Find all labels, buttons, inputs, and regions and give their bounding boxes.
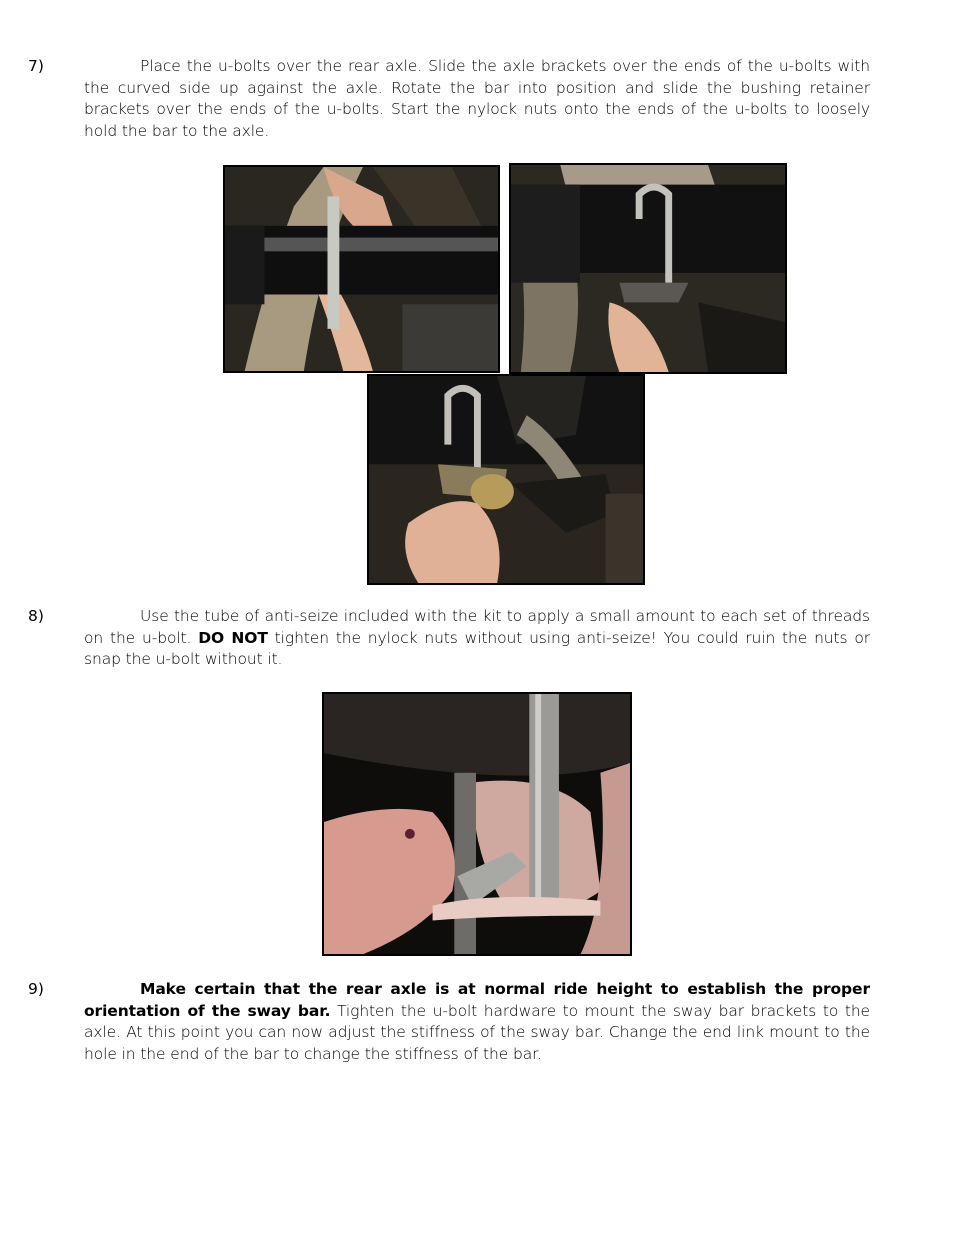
photo-ubolt-over-axle [223, 165, 500, 373]
photo-nuts-on-ubolts [367, 374, 645, 585]
photo-bracket-over-ubolt-image [511, 165, 785, 372]
step-number: 8) [28, 607, 44, 625]
photo-ubolt-over-axle-image [225, 167, 498, 371]
step-text: Place the u-bolts over the rear axle. Slide the axle brackets over the ends of the u-bolts with the curved side up against the axle. Rotate the bar into position and slide the bushing retainer brackets over the ends of the u-bolts. Start the nylock nuts onto the ends of the u-bolts to loosely hold the bar to the axle. [84, 57, 870, 140]
step-text [84, 979, 870, 1065]
photo-anti-seize-application [322, 692, 632, 956]
step-text-after: Tighten the u-bolt hardware to mount the sway bar brackets to the axle. At this point you can now adjust the stiffness of the sway bar. Change the end link mount to the hole in the end of the bar to change the stiffness of the bar. [84, 1001, 870, 1063]
step-number: 9) [28, 980, 44, 998]
step-text-after: tighten the nylock nuts without using anti-seize! You could ruin the nuts or snap the u-bolt without it. [84, 628, 870, 668]
photo-bracket-over-ubolt [509, 163, 787, 374]
step-emphasis: Make certain that the rear axle is at normal ride height to establish the proper orientation of the sway bar. [84, 980, 870, 1020]
photo-anti-seize-application-image [324, 694, 630, 954]
photo-nuts-on-ubolts-image [369, 376, 643, 583]
step-number: 7) [28, 57, 44, 75]
step-warning-emphasis: DO NOT [198, 628, 268, 647]
step-text [84, 606, 870, 671]
step-text-before: Use the tube of anti-seize included with the kit to apply a small amount to each set of threads on the u-bolt. [84, 607, 870, 647]
